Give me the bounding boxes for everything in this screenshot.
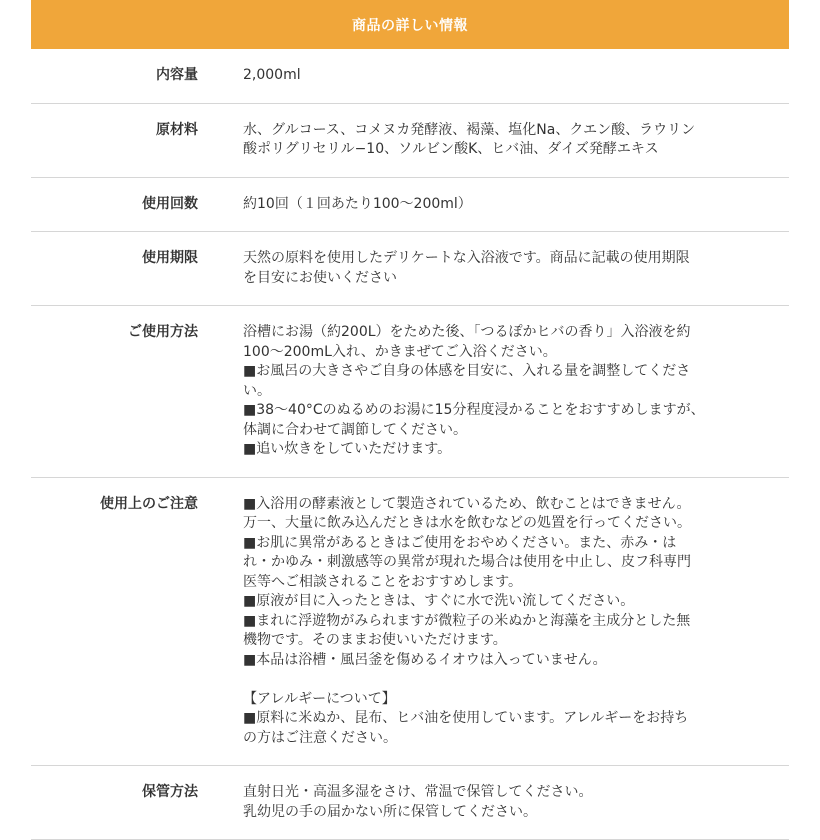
table-row [31,232,789,306]
section-title: 商品の詳しい情報 [352,17,468,34]
table-row [31,477,789,766]
row-label-expiry: 使用期限 [31,232,216,306]
row-label-ingredients: 原材料 [31,103,216,177]
row-value-usage-count: 約10回（１回あたり100〜200ml） [216,177,789,232]
row-value-expiry: 天然の原料を使用したデリケートな入浴液です。商品に記載の使用期限 を目安にお使いください [216,232,789,306]
row-label-usage-count: 使用回数 [31,177,216,232]
table-row [31,177,789,232]
table-row [31,306,789,478]
row-label-precautions: 使用上のご注意 [31,477,216,766]
row-value-storage: 直射日光・高温多湿をさけ、常温で保管してください。 乳幼児の手の届かない所に保管してください。 [216,766,789,840]
row-label-storage: 保管方法 [31,766,216,840]
table-row [31,49,789,103]
section-header [31,0,789,49]
row-value-ingredients: 水、グルコース、コメヌカ発酵液、褐藻、塩化Na、クエン酸、ラウリン 酸ポリグリセリル−10、ソルビン酸K、ヒバ油、ダイズ発酵エキス [216,103,789,177]
table-row [31,766,789,840]
row-label-volume: 内容量 [31,49,216,103]
table-row [31,103,789,177]
row-value-precautions: ■入浴用の酵素液として製造されているため、飲むことはできません。 万一、大量に飲み込んだときは水を飲むなどの処置を行ってください。 ■お肌に異常があるときはご使用をおやめください。また、赤み・は れ・かゆみ・刺激感等の異常が現れた場合は使用を中止し、皮フ科専門 医等へご相談されることをおすすめします。 ■原液が目に入ったときは、すぐに水で洗い流してください。 ■まれに浮遊物がみられますが微粒子の米ぬかと海藻を主成分とした無 機物です。そのままお使いいただけます。 ■本品は浴槽・風呂釜を傷めるイオウは入っていません。 【アレルギーについて】 ■原料に米ぬか、昆布、ヒバ油を使用しています。アレルギーをお持ち の方はご注意ください。 [216,477,789,766]
product-details-panel [31,0,789,840]
details-table [31,49,789,840]
row-value-directions: 浴槽にお湯（約200L）をためた後、「つるぽかヒバの香り」入浴液を約 100〜200mL入れ、かきまぜてご入浴ください。 ■お風呂の大きさやご自身の体感を目安に、入れる量を調整してくださ い。 ■38〜40°Cのぬるめのお湯に15分程度浸かることをおすすめしますが、 体調に合わせて調節してください。 ■追い炊きをしていただけます。 [216,306,789,478]
row-value-volume: 2,000ml [216,49,789,103]
row-label-directions: ご使用方法 [31,306,216,478]
